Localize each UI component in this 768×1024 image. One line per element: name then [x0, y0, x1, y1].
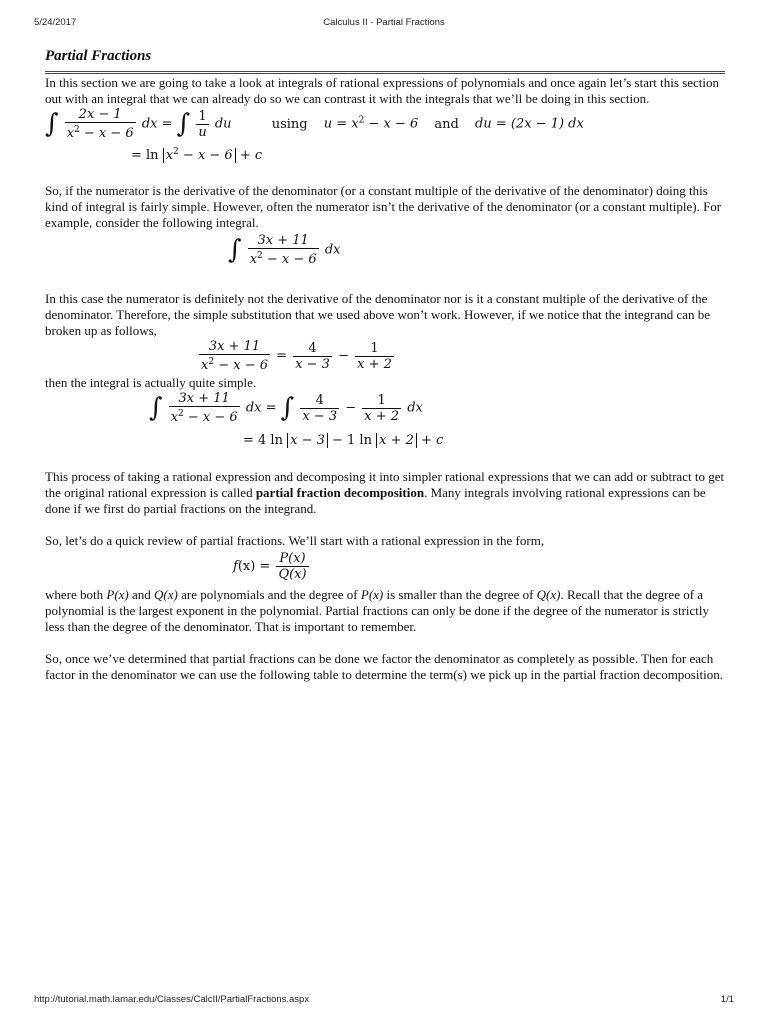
fraction [293, 341, 332, 372]
numerator: 4 [300, 393, 339, 409]
exponent: 2 [173, 147, 179, 157]
fraction [169, 391, 240, 425]
result-ln: = ln [131, 148, 159, 163]
substitution-u-rest: − x − 6 [364, 116, 419, 132]
absolute-value [376, 433, 417, 448]
constant: + c [416, 433, 444, 448]
math-px: P(x) [360, 587, 384, 602]
numerator: P(x) [279, 551, 306, 566]
abs-content-rest: − x − 6 [178, 148, 233, 163]
denominator-rest: − x − 6 [79, 126, 134, 141]
differential: du [214, 116, 232, 132]
paragraph-derivative: So, if the numerator is the derivative of the denominator (or a constant multiple of the derivative of the denominator) doing this kind of integral is fairly simple. However, often the numerator isn’t the derivative of the denominator (or a constant multiple). For example, consider the following integral. [45, 183, 722, 230]
math-px: P(x) [106, 587, 129, 602]
absolute-value [163, 148, 236, 163]
equation-rational-form [45, 549, 725, 587]
integral-sign: ∫ [45, 109, 59, 139]
and-word: and [434, 116, 459, 132]
denominator: Q(x) [278, 567, 307, 582]
print-url: http://tutorial.math.lamar.edu/Classes/CalcII/PartialFractions.aspx [34, 994, 310, 1005]
document-content [45, 48, 725, 683]
print-footer [34, 994, 734, 1008]
paragraph-process [45, 469, 725, 517]
numerator: 3x + 11 [178, 391, 230, 406]
abs-content: x − 3 [290, 433, 325, 448]
differential: dx [407, 400, 423, 416]
exponent: 2 [257, 251, 263, 261]
paragraph-not-derivative: In this case the numerator is definitely not the derivative of the denominator nor is it a constant multiple of the derivative of the denominator. Therefore, the simple substitution that we used above won’t work. However, if we notice that the integrand can be broken up as follows, [45, 291, 711, 338]
differential: dx = [141, 116, 173, 132]
equation-result [131, 147, 262, 163]
using-word: using [271, 116, 308, 132]
result-ln: − 1 ln [327, 433, 372, 448]
result-ln: = 4 ln [243, 433, 283, 448]
equation-result [243, 433, 443, 448]
fraction [355, 341, 394, 372]
denominator: x + 2 [357, 356, 392, 372]
numerator: 4 [293, 341, 332, 357]
exponent: 2 [74, 125, 80, 135]
fraction [65, 107, 136, 141]
math-qx: Q(x) [536, 587, 561, 602]
abs-content: x + 2 [379, 433, 414, 448]
numerator: 3x + 11 [208, 339, 261, 354]
equation-decomposition [45, 339, 725, 375]
text: where both [45, 587, 107, 602]
numerator: 1 [362, 393, 401, 409]
abs-content: x [165, 148, 174, 163]
numerator: 1 [196, 109, 208, 125]
paragraph-simple: then the integral is actually quite simple. [45, 375, 257, 390]
paragraph-factor: So, once we’ve determined that partial fractions can be done we factor the denominator as completely as possible. Then for each factor in the denominator we can use the following table to determine the term(s) we pick up in the partial fraction decomposition. [45, 651, 723, 682]
differential: dx = [245, 400, 277, 416]
integral-sign: ∫ [149, 393, 163, 423]
fraction [276, 551, 308, 582]
denominator-rest: − x − 6 [262, 252, 317, 267]
exponent: 2 [178, 409, 184, 419]
numerator: 2x − 1 [78, 107, 122, 122]
term-partial-fraction-decomposition: partial fraction decomposition [255, 485, 425, 500]
fraction [300, 393, 339, 424]
denominator: x [201, 358, 209, 373]
fraction [248, 233, 319, 267]
print-page-number: 1/1 [720, 994, 734, 1005]
denominator: x − 3 [295, 356, 330, 372]
paragraph-intro: In this section we are going to take a look at integrals of rational expressions of polynomials and once again let’s start this section out with an integral that we can already do so we can contrast it with the integrals that we’ll be doing in this section. [45, 75, 720, 106]
print-date: 5/24/2017 [34, 17, 77, 28]
denominator-rest: − x − 6 [214, 358, 268, 373]
fraction [362, 393, 401, 424]
integral-sign: ∫ [280, 393, 295, 423]
text: is smaller than the degree of [383, 587, 537, 602]
absolute-value [287, 433, 328, 448]
math-qx: Q(x) [154, 587, 178, 602]
text: . Many integrals involving rational expressions can be done if we first do partial fractions on the integrand. [45, 485, 706, 516]
equation-substitution [45, 107, 725, 167]
text: and [128, 587, 155, 602]
text: . Recall that the degree of a polynomial is the largest exponent in the polynomial. Partial fractions can only be done if the degree of the numerator is strictly less than the degree of the denominator. That is important to remember. [45, 587, 710, 634]
exponent: 2 [208, 357, 215, 367]
denominator: x + 2 [364, 408, 400, 424]
denominator: x [249, 252, 258, 267]
integral-sign: ∫ [176, 109, 191, 139]
denominator-rest: − x − 6 [183, 410, 238, 425]
print-title: Calculus II - Partial Fractions [323, 17, 445, 28]
equation-example-integral [45, 231, 725, 269]
print-header [34, 17, 734, 31]
numerator: 1 [355, 341, 394, 357]
numerator: 3x + 11 [257, 233, 309, 248]
paragraph-degree [45, 587, 725, 635]
denominator: x [170, 410, 179, 425]
paragraph-review: So, let’s do a quick review of partial fractions. We’ll start with a rational expression in the form, [45, 533, 545, 548]
substitution-u: u = x [323, 116, 359, 132]
denominator: x [66, 126, 75, 141]
substitution-du: du = (2x − 1) dx [475, 116, 584, 132]
denominator: u [198, 124, 207, 140]
text: are polynomials and the degree of [177, 587, 361, 602]
function-argument: (x) = [237, 559, 271, 574]
differential: dx [324, 242, 341, 258]
fraction [199, 339, 270, 373]
title-rule [45, 71, 725, 74]
minus-sign: − [345, 400, 357, 416]
page-title: Partial Fractions [45, 48, 152, 64]
fraction [196, 109, 208, 140]
exponent: 2 [358, 115, 365, 126]
integral-sign: ∫ [228, 235, 242, 265]
function-name: f [233, 559, 238, 574]
text: This process of taking a rational expression and decomposing it into simpler rational expressions that we can add or subtract to get the original rational expression is called [45, 469, 725, 500]
equals-sign: = [276, 348, 288, 364]
constant: + c [239, 148, 263, 163]
denominator: x − 3 [302, 408, 338, 424]
minus-sign: − [338, 348, 349, 364]
equation-integral-decomposed [45, 391, 725, 453]
